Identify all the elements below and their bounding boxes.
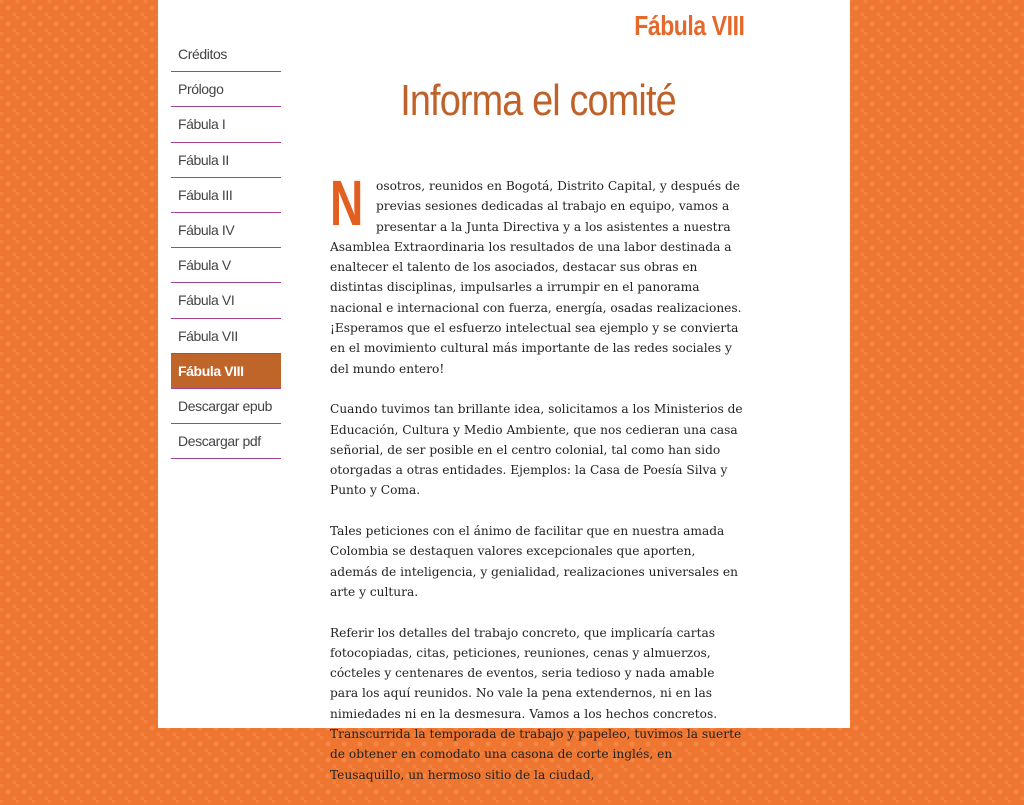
nav-item-fabula-5[interactable]: Fábula V <box>171 248 281 283</box>
page-container <box>158 0 850 782</box>
nav-item-fabula-4[interactable]: Fábula IV <box>171 213 281 248</box>
drop-cap: N <box>330 167 364 239</box>
nav-item-fabula-7[interactable]: Fábula VII <box>171 319 281 354</box>
nav-item-creditos[interactable]: Créditos <box>171 37 281 72</box>
article-paragraph <box>330 167 746 379</box>
nav-item-fabula-8[interactable]: Fábula VIII <box>171 354 281 389</box>
nav-item-fabula-1[interactable]: Fábula I <box>171 107 281 142</box>
nav-item-download-epub[interactable]: Descargar epub <box>171 389 281 424</box>
paragraph-text: osotros, reunidos en Bogotá, Distrito Capital, y después de previas sesiones dedicadas al trabajo en equipo, vamos a presentar a la Junta Directiva y a los asistentes a nuestra Asamblea Extraordinaria los resultados de una labor destinada a enaltecer el talento de los asociados, destacar sus obras en distintas disciplinas, impulsarles a irrumpir en el panorama nacional e internacional con fuerza, energía, osadas realizaciones. ¡Esperamos que el esfuerzo intelectual sea ejemplo y se convierta en el movimiento cultural más importante de las redes sociales y del mundo entero! <box>330 179 742 376</box>
nav-item-download-pdf[interactable]: Descargar pdf <box>171 424 281 459</box>
article-body <box>330 167 746 805</box>
article-paragraph: Cuando tuvimos tan brillante idea, solicitamos a los Ministerios de Educación, Cultura y Medio Ambiente, que nos cedieran una casa señorial, de ser posible en el centro colonial, tal como han sido otorgadas a otras entidades. Ejemplos: la Casa de Poesía Silva y Punto y Coma. <box>330 402 743 498</box>
nav-item-prologo[interactable]: Prólogo <box>171 72 281 107</box>
nav-item-fabula-6[interactable]: Fábula VI <box>171 283 281 318</box>
nav-item-fabula-3[interactable]: Fábula III <box>171 178 281 213</box>
article-paragraph: Tales peticiones con el ánimo de facilitar que en nuestra amada Colombia se destaquen valores excepcionales que aporten, además de inteligencia, y genialidad, realizaciones universales en arte y cultura. <box>330 524 738 599</box>
page-title: Informa el comité <box>400 76 676 125</box>
article-paragraph: Referir los detalles del trabajo concreto, que implicaría cartas fotocopiadas, citas, peticiones, reuniones, cenas y almuerzos, cócteles y centenares de eventos, seria tedioso y nada amable para los aquí reunidos. No vale la pena extendernos, ni en las nimiedades ni en la desmesura. Vamos a los hechos concretos. Transcurrida la temporada de trabajo y papeleo, tuvimos la suerte de obtener en comodato una casona de corte inglés, en Teusaquillo, un hermoso sitio de la ciudad, <box>330 625 742 782</box>
chapter-title: Fábula VIII <box>634 10 745 41</box>
nav-item-fabula-2[interactable]: Fábula II <box>171 143 281 178</box>
sidebar-nav <box>171 37 281 459</box>
